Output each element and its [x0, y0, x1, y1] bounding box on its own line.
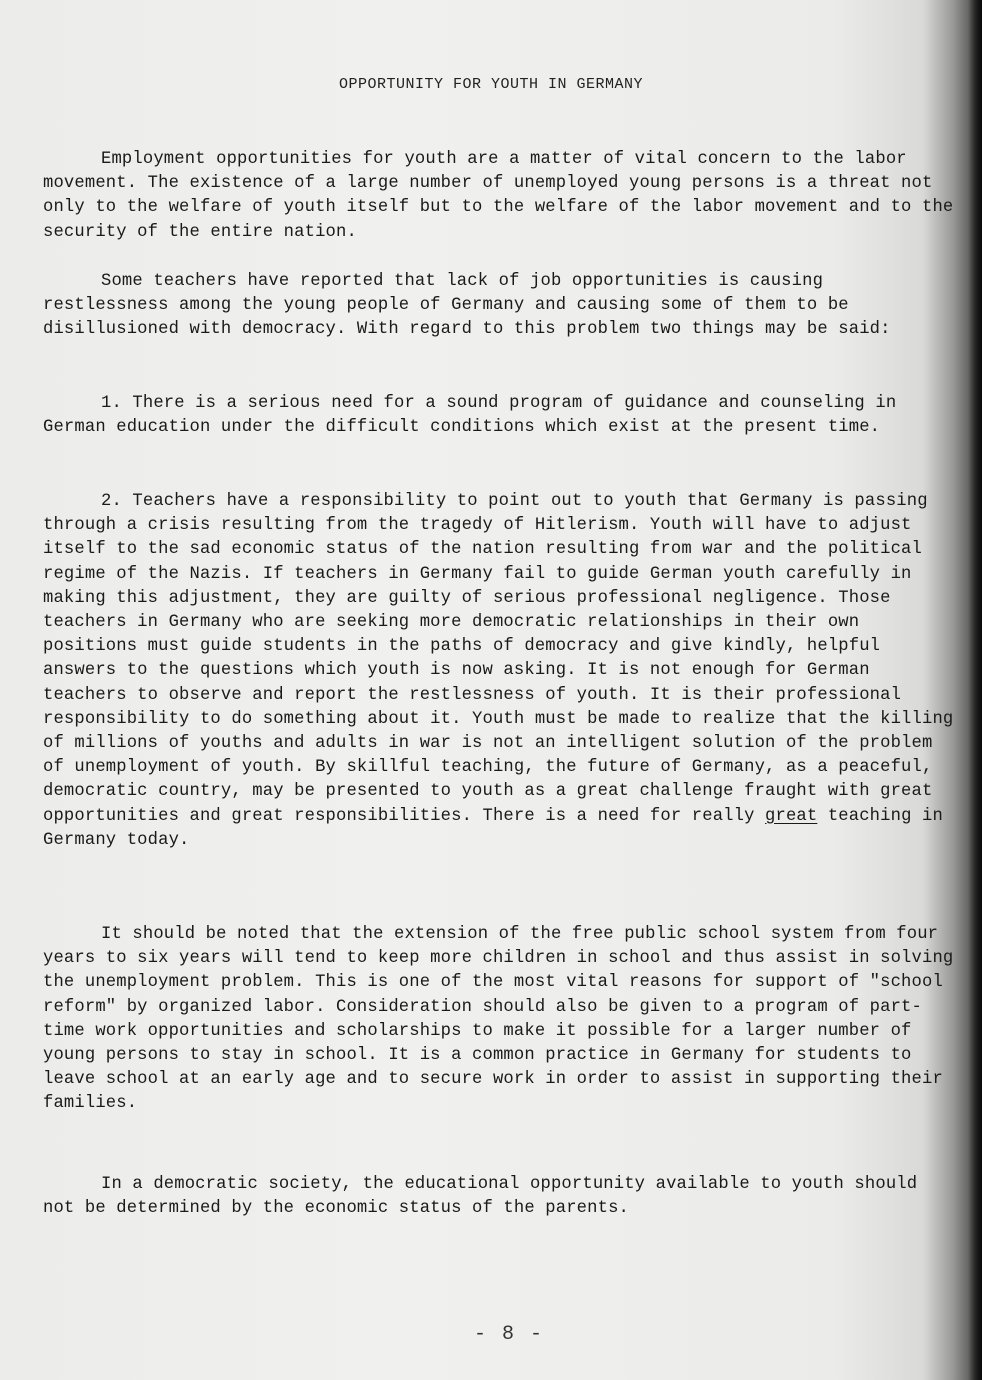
page-number: - 8 - — [474, 1323, 545, 1346]
paragraph-point-1: 1. There is a serious need for a sound program of guidance and counseling in German education under the difficult conditions which exist at the present time. — [43, 394, 897, 438]
document-title: OPPORTUNITY FOR YOUTH IN GERMANY — [338, 76, 644, 93]
underlined-great: great — [765, 806, 818, 826]
scan-edge-shadow — [968, 0, 982, 1380]
paragraph-employment: Employment opportunities for youth are a matter of vital concern to the labor movement. The existence of a large number of unemployed young persons is a threat not only to the welfare of youth itself but to the welfare of the labor movement and to the security of the entire nation. — [43, 150, 954, 242]
paragraph-point-2-end: teaching in Germany today. — [43, 806, 943, 850]
paragraph-point-2-text: 2. Teachers have a responsibility to point out to youth that Germany is passing through a crisis resulting from the tragedy of Hitlerism. Youth will have to adjust itself to the sad economic status of the nation resulting from war and the political regime of the Nazis. If teachers in Germany fail to guide German youth carefully in making this adjustment, they are guilty of serious professional negligence. Those teachers in Germany who are seeking more democratic relationships in their own positions must guide students in the paths of democracy and give kindly, helpful answers to the questions which youth is now asking. It is not enough for German teachers to observe and report the restlessness of youth. It is their professional responsibility to do something about it. Youth must be made to realize that the killing of millions of youths and adults in war is not an intelligent solution of the problem of unemployment of youth. By skillful teaching, the future of Germany, as a peaceful, democratic country, may be presented to youth as a great challenge fraught with great opportunities and great responsibilities. There is a need for really — [43, 492, 954, 826]
paragraph-school-reform: It should be noted that the extension of the free public school system from four years to six years will tend to keep more children in school and thus assist in solving the unemployment problem. This is one of the most vital reasons for support of "school reform" by organized labor. Consideration should also be given to a program of part-time work opportunities and scholarships to make it possible for a larger number of young persons to stay in school. It is a common practice in Germany for students to leave school at an early age and to secure work in order to assist in supporting their families. — [43, 925, 954, 1114]
paragraph-democratic-society: In a democratic society, the educational opportunity available to youth should not be determined by the economic status of the parents. — [43, 1175, 918, 1219]
paragraph-point-2 — [43, 490, 958, 853]
paragraph-restlessness: Some teachers have reported that lack of job opportunities is causing restlessness among the young people of Germany and causing some of them to be disillusioned with democracy. With regard to this problem two things may be said: — [43, 272, 891, 340]
